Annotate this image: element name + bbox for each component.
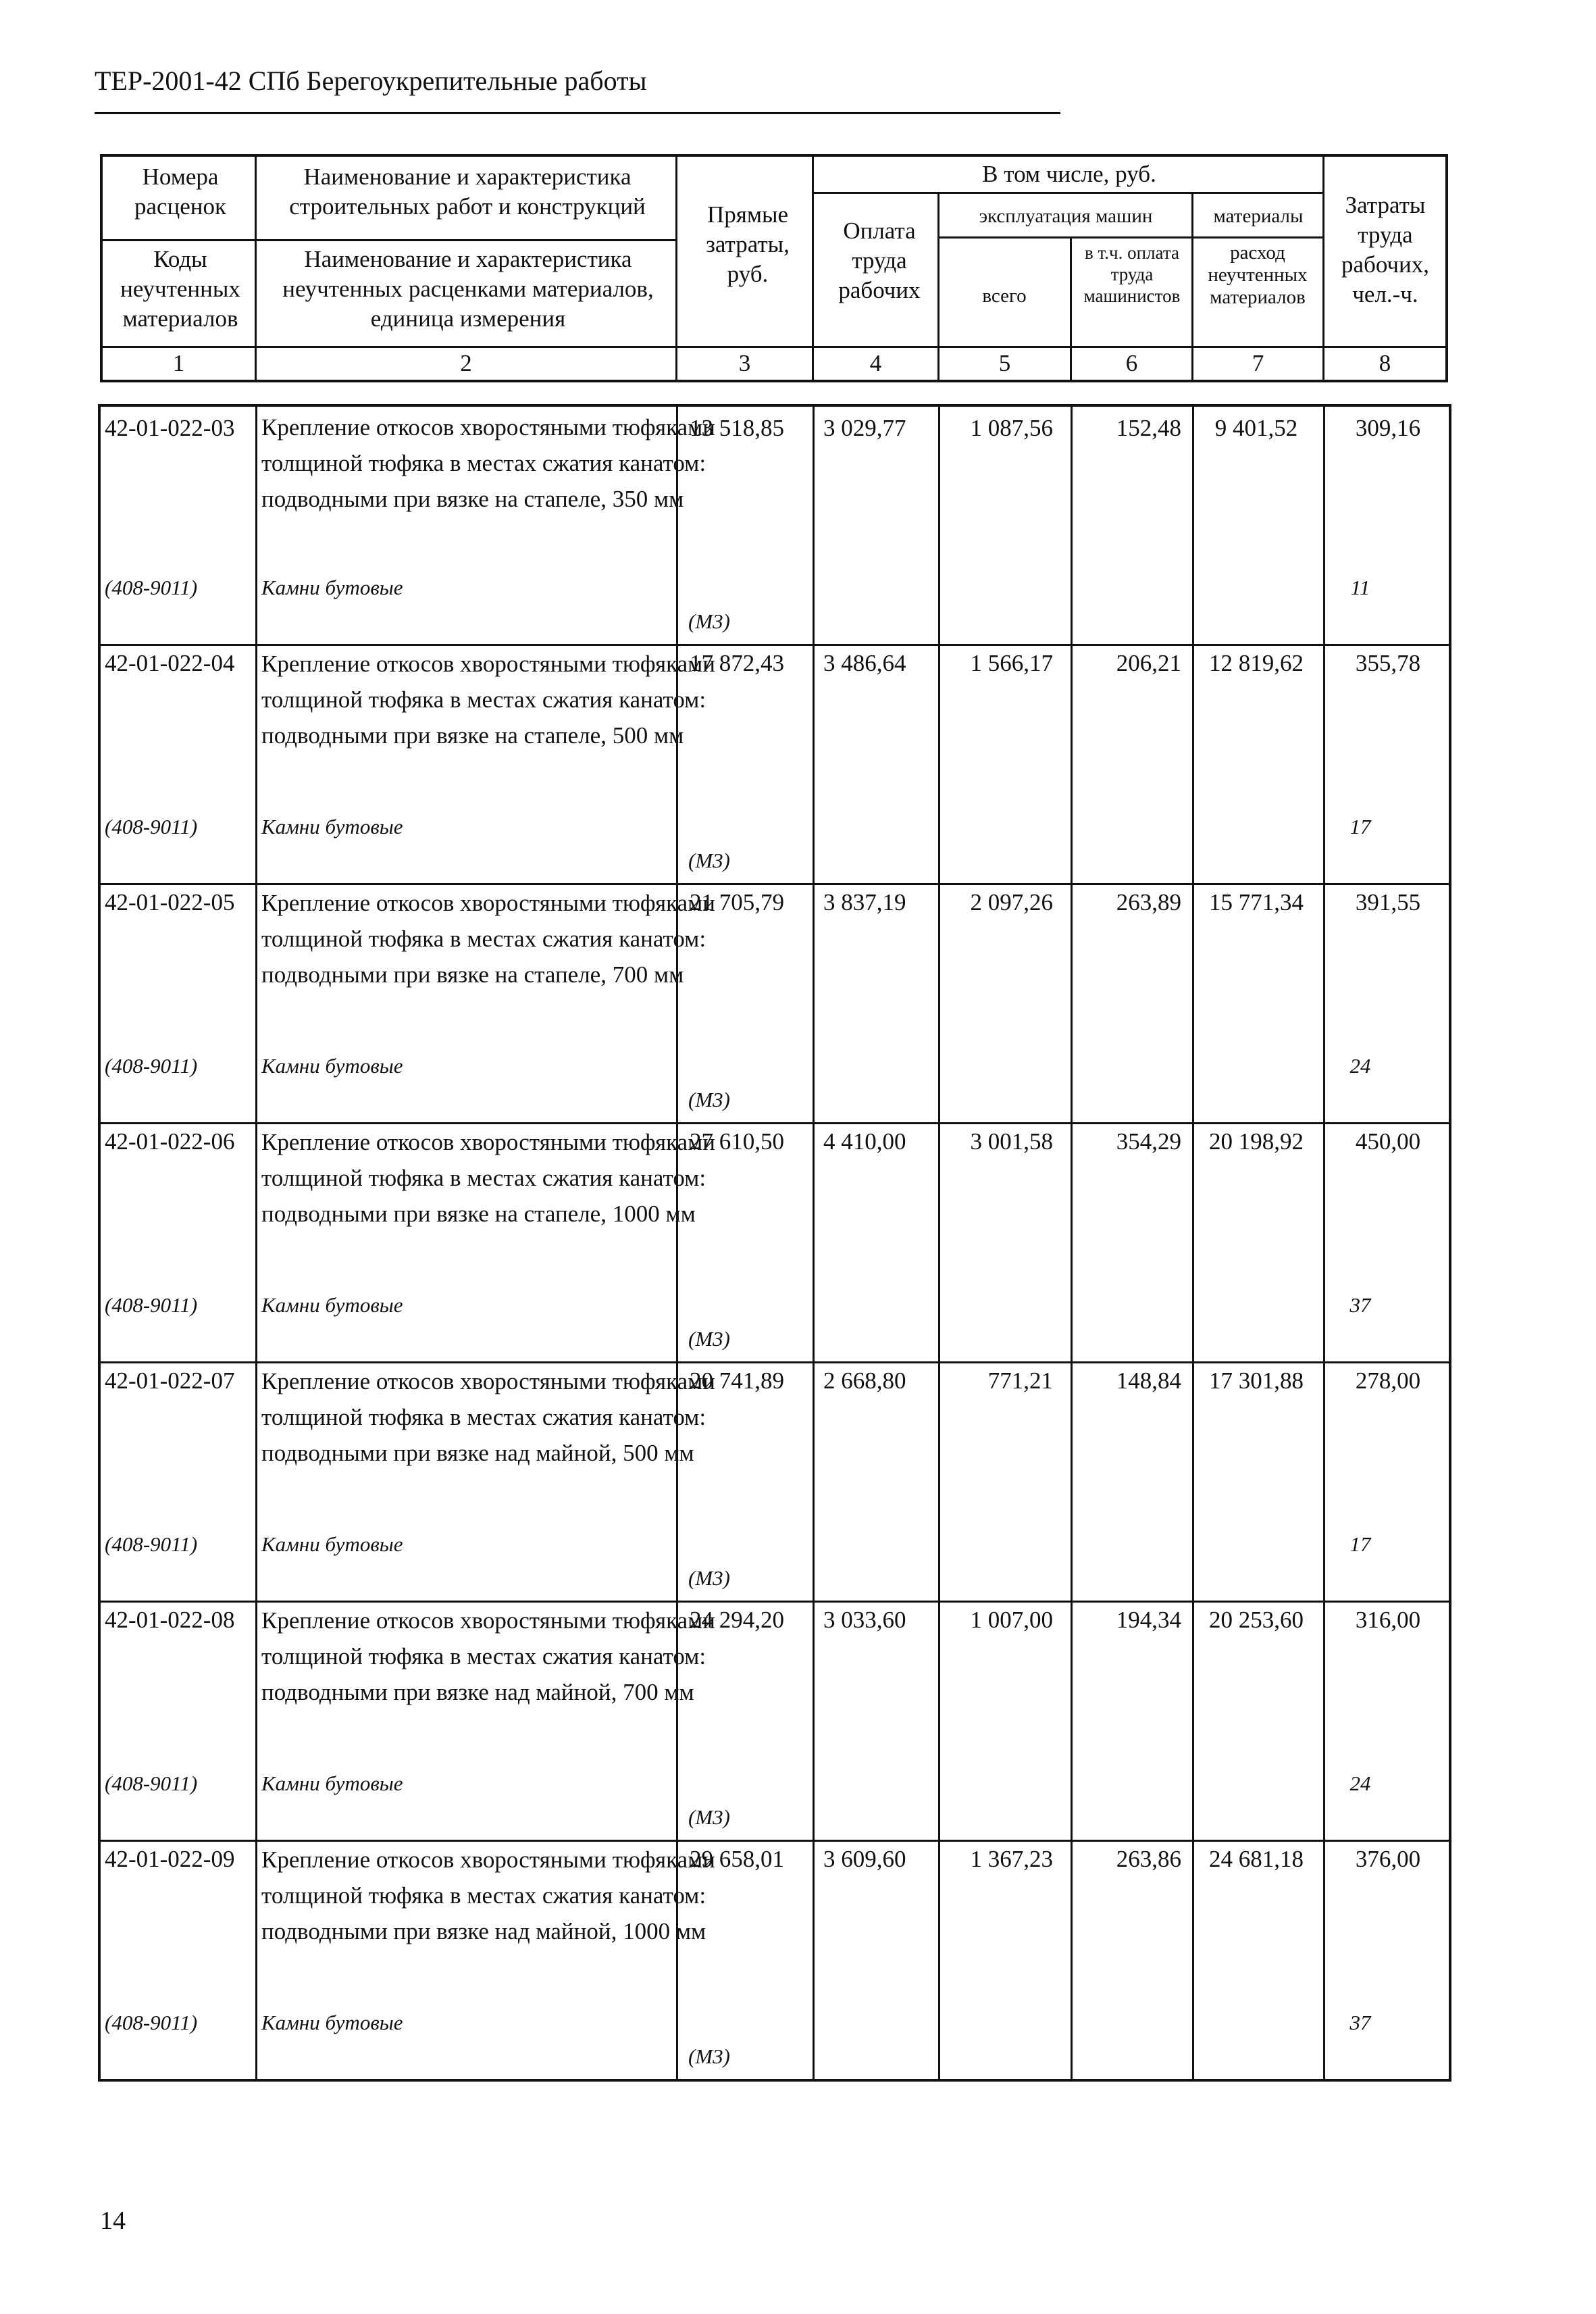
material-quantity: 24 xyxy=(1349,1771,1371,1795)
table-row xyxy=(101,1603,1449,1840)
machinists-pay: 263,89 xyxy=(1116,889,1181,915)
labor-pay: 4 410,00 xyxy=(823,1128,906,1155)
labor-hours: 316,00 xyxy=(1355,1607,1421,1633)
material-quantity: 11 xyxy=(1350,576,1370,599)
direct-costs: 20 741,89 xyxy=(690,1367,784,1394)
material-name: Камни бутовые xyxy=(261,1532,403,1556)
material-unit: (М3) xyxy=(688,2044,730,2068)
work-description: Крепление откосов хворостяными тюфяками толщиной тюфяка в местах сжатия канатом: подводными при вязке над майной, 500 мм xyxy=(261,1368,716,1466)
material-name: Камни бутовые xyxy=(261,1054,403,1078)
direct-costs: 29 658,01 xyxy=(690,1846,784,1872)
table-row xyxy=(101,646,1449,883)
labor-pay: 3 033,60 xyxy=(823,1607,906,1633)
col-number: 3 xyxy=(738,350,751,376)
col-number: 5 xyxy=(998,350,1011,376)
col-labor-hours-header: Затраты труда рабочих, чел.-ч. xyxy=(1341,192,1430,307)
machinists-pay: 152,48 xyxy=(1116,415,1181,441)
rate-code: 42-01-022-09 xyxy=(105,1846,235,1872)
work-description: Крепление откосов хворостяными тюфяками толщиной тюфяка в местах сжатия канатом: подводными при вязке на стапеле, 1000 мм xyxy=(261,1129,716,1227)
labor-pay: 3 029,77 xyxy=(823,415,906,441)
materials-cost: 17 301,88 xyxy=(1209,1367,1304,1394)
table-row xyxy=(101,1842,1449,2079)
material-name: Камни бутовые xyxy=(261,1293,403,1317)
col-rate-number-header: Номера расценок xyxy=(134,164,227,220)
materials-cost: 24 681,18 xyxy=(1209,1846,1304,1872)
materials-cost: 20 198,92 xyxy=(1209,1128,1304,1155)
col-number: 8 xyxy=(1379,350,1391,376)
material-unit: (М3) xyxy=(688,1088,730,1111)
table-row xyxy=(101,1124,1449,1361)
material-code: (408-9011) xyxy=(105,576,198,599)
rate-code: 42-01-022-08 xyxy=(105,1607,235,1633)
labor-pay: 3 486,64 xyxy=(823,650,906,676)
col-number: 7 xyxy=(1252,350,1264,376)
machines-total: 2 097,26 xyxy=(970,889,1053,915)
material-code: (408-9011) xyxy=(105,2011,198,2034)
labor-pay: 2 668,80 xyxy=(823,1367,906,1394)
header-divider xyxy=(95,112,1060,114)
machinists-pay: 148,84 xyxy=(1116,1367,1181,1394)
labor-pay: 3 609,60 xyxy=(823,1846,906,1872)
direct-costs: 17 872,43 xyxy=(690,650,784,676)
col-material-code-header: Коды неучтенных материалов xyxy=(120,246,240,332)
machines-total: 1 566,17 xyxy=(970,650,1053,676)
material-unit: (М3) xyxy=(688,1327,730,1351)
machinists-pay: 354,29 xyxy=(1116,1128,1181,1155)
table-row xyxy=(101,407,1449,644)
material-code: (408-9011) xyxy=(105,1771,198,1795)
machines-total: 3 001,58 xyxy=(970,1128,1053,1155)
col-number: 1 xyxy=(172,350,185,376)
labor-hours: 278,00 xyxy=(1355,1367,1421,1394)
labor-hours: 376,00 xyxy=(1355,1846,1421,1872)
work-description: Крепление откосов хворостяными тюфяками толщиной тюфяка в местах сжатия канатом: подводными при вязке над майной, 700 мм xyxy=(261,1607,716,1705)
material-code: (408-9011) xyxy=(105,1054,198,1078)
col-direct-costs-header: Прямые затраты, руб. xyxy=(706,201,790,287)
materials-group-header: материалы xyxy=(1213,205,1304,227)
page-number: 14 xyxy=(100,2207,126,2235)
materials-cost: 9 401,52 xyxy=(1214,415,1298,441)
material-unit: (М3) xyxy=(688,609,730,633)
materials-cost: 12 819,62 xyxy=(1209,650,1304,676)
col-materials-header: расход неучтенных материалов xyxy=(1208,242,1308,308)
machines-group-header: эксплуатация машин xyxy=(979,205,1153,227)
direct-costs: 27 610,50 xyxy=(690,1128,784,1155)
material-quantity: 37 xyxy=(1349,2011,1371,2034)
material-name: Камни бутовые xyxy=(261,815,403,838)
col-work-name-header: Наименование и характеристика строительных работ и конструкций xyxy=(289,164,646,220)
material-quantity: 17 xyxy=(1349,815,1371,838)
machines-total: 771,21 xyxy=(987,1367,1053,1394)
material-code: (408-9011) xyxy=(105,1532,198,1556)
material-code: (408-9011) xyxy=(105,1293,198,1317)
direct-costs: 24 294,20 xyxy=(690,1607,784,1633)
material-quantity: 37 xyxy=(1349,1293,1371,1317)
table-row xyxy=(101,1363,1449,1601)
material-name: Камни бутовые xyxy=(261,576,403,599)
machines-total: 1 087,56 xyxy=(970,415,1053,441)
labor-hours: 450,00 xyxy=(1355,1128,1421,1155)
material-name: Камни бутовые xyxy=(261,1771,403,1795)
table-header xyxy=(100,154,1448,382)
material-code: (408-9011) xyxy=(105,815,198,838)
labor-pay: 3 837,19 xyxy=(823,889,906,915)
col-number: 6 xyxy=(1125,350,1138,376)
machines-total: 1 367,23 xyxy=(970,1846,1053,1872)
labor-hours: 391,55 xyxy=(1355,889,1421,915)
rate-code: 42-01-022-07 xyxy=(105,1367,235,1394)
rate-code: 42-01-022-04 xyxy=(105,650,235,676)
material-name: Камни бутовые xyxy=(261,2011,403,2034)
materials-cost: 20 253,60 xyxy=(1209,1607,1304,1633)
labor-hours: 355,78 xyxy=(1355,650,1421,676)
material-unit: (М3) xyxy=(688,1805,730,1829)
rate-code: 42-01-022-06 xyxy=(105,1128,235,1155)
materials-cost: 15 771,34 xyxy=(1209,889,1304,915)
rates-table xyxy=(98,404,1451,2082)
material-unit: (М3) xyxy=(688,849,730,872)
rate-code: 42-01-022-05 xyxy=(105,889,235,915)
material-quantity: 17 xyxy=(1349,1532,1371,1556)
work-description: Крепление откосов хворостяными тюфяками толщиной тюфяка в местах сжатия канатом: подводными при вязке на стапеле, 700 мм xyxy=(261,890,716,988)
col-material-name-header: Наименование и характеристика неучтенных расценками материалов, единица измерения xyxy=(282,246,654,332)
page-title: ТЕР-2001-42 СПб Берегоукрепительные работы xyxy=(95,66,647,96)
col-machines-total-header: всего xyxy=(982,285,1027,307)
labor-hours: 309,16 xyxy=(1355,415,1421,441)
material-unit: (М3) xyxy=(688,1566,730,1590)
material-quantity: 24 xyxy=(1349,1054,1371,1078)
direct-costs: 13 518,85 xyxy=(690,415,784,441)
machines-total: 1 007,00 xyxy=(970,1607,1053,1633)
group-incl-header: В том числе, руб. xyxy=(982,161,1156,187)
work-description: Крепление откосов хворостяными тюфяками толщиной тюфяка в местах сжатия канатом: подводными при вязке на стапеле, 350 мм xyxy=(261,414,716,512)
rate-code: 42-01-022-03 xyxy=(105,415,235,441)
col-number: 4 xyxy=(869,350,882,376)
machinists-pay: 194,34 xyxy=(1116,1607,1181,1633)
col-number: 2 xyxy=(460,350,472,376)
table-row xyxy=(101,885,1449,1122)
machinists-pay: 263,86 xyxy=(1116,1846,1181,1872)
work-description: Крепление откосов хворостяными тюфяками толщиной тюфяка в местах сжатия канатом: подводными при вязке над майной, 1000 мм xyxy=(261,1846,716,1944)
col-machinists-pay-header: в т.ч. оплата труда машинистов xyxy=(1083,243,1181,306)
work-description: Крепление откосов хворостяными тюфяками толщиной тюфяка в местах сжатия канатом: подводными при вязке на стапеле, 500 мм xyxy=(261,651,716,749)
direct-costs: 21 705,79 xyxy=(690,889,784,915)
col-labor-pay-header: Оплата труда рабочих xyxy=(838,218,921,303)
machinists-pay: 206,21 xyxy=(1116,650,1181,676)
